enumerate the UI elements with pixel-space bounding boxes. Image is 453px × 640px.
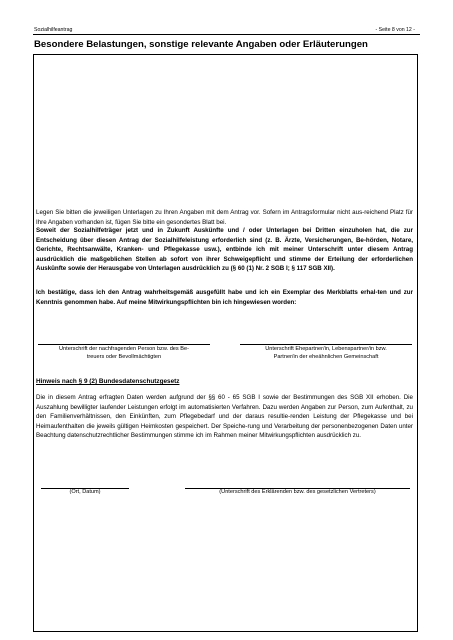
header-left-text: Sozialhilfeantrag (34, 27, 73, 33)
consent-paragraph: Soweit der Sozialhilfeträger jetzt und in Zukunft Auskünfte und / oder Unterlagen bei Dritten einzuholen hat, die zur Entscheidung über diesen Antrag der Sozialhilfeleistung erforderlich sind (z. B. Ärzte, Versicherungen, Be-hörden, Notare, Gerichte, Rechtsanwälte, Kranken- und Pflegekasse usw.), entbinde ich mit meiner Unterschrift unter diesem Antrag ausdrücklich die maßgeblichen Stellen ab sofort von ihrer Schweigepflicht und stimme der Erteilung der erforderlichen Auskünfte sowie der Herausgabe von Unterlagen ausdrücklich zu (§ 60 (1) Nr. 2 SGB I; § 117 SGB XII). (36, 227, 413, 273)
place-date-caption: (Ort, Datum) (69, 489, 101, 495)
confirmation-paragraph: Ich bestätige, dass ich den Antrag wahrheitsgemäß ausgefüllt habe und ich ein Exemplar des Merkblatts erhal-ten und zur Kenntnis genommen habe. Auf meine Mitwirkungspflichten bin ich hingewiesen worden: (36, 289, 413, 306)
header-divider (33, 34, 420, 35)
signature-caption-partner: Unterschrift Ehepartner/in, Lebenspartner/in bzw. Partner/in der eheähnlichen Gemeinschaft (265, 346, 387, 361)
declarant-signature-caption: (Unterschrift des Erklärenden bzw. des gesetzlichen Vertreters) (219, 489, 376, 495)
section-title: Besondere Belastungen, sonstige relevante Angaben oder Erläuterungen (34, 39, 368, 50)
header-page-number: - Seite 8 von 12 - (375, 27, 415, 33)
signature-caption-applicant: Unterschrift der nachfragenden Person bzw. des Be- treuers oder Bevollmächtigten (59, 346, 189, 361)
instruction-paragraph: Legen Sie bitten die jeweiligen Unterlagen zu Ihren Angaben mit dem Antrag vor. Sofern im Antragsformular nicht aus-reichend Platz für Ihre Angaben vorhanden ist, fügen Sie bitte ein gesondertes Blatt bei. (36, 209, 413, 226)
hint-heading: Hinweis nach § 9 (2) Bundesdatenschutzgesetz (36, 378, 180, 385)
data-protection-paragraph: Die in diesem Antrag erfragten Daten werden aufgrund der §§ 60 - 65 SGB I sowie der Bestimmungen des SGB XII erhoben. Die Auszahlung bewilligter laufender Leistungen erfolgt im automatisierten Verfahren. Dazu werden Angaben zur Person, zum Aufenthalt, zu den Familienverhältnissen, den Einkünften, zum Pflegebedarf und der daraus resultie-renden Leistung der Pflegekasse und bei Heimaufenthalten die jeweils gültigen Heimkosten gespeichert. Der Speiche-rung und Verarbeitung der personenbezogenen Daten unter Beachtung datenschutzrechtlicher Bestimmungen stimme ich im Rahmen meiner Mitwirkungspflichten ausdrücklich zu. (36, 394, 413, 440)
form-box (33, 54, 418, 632)
